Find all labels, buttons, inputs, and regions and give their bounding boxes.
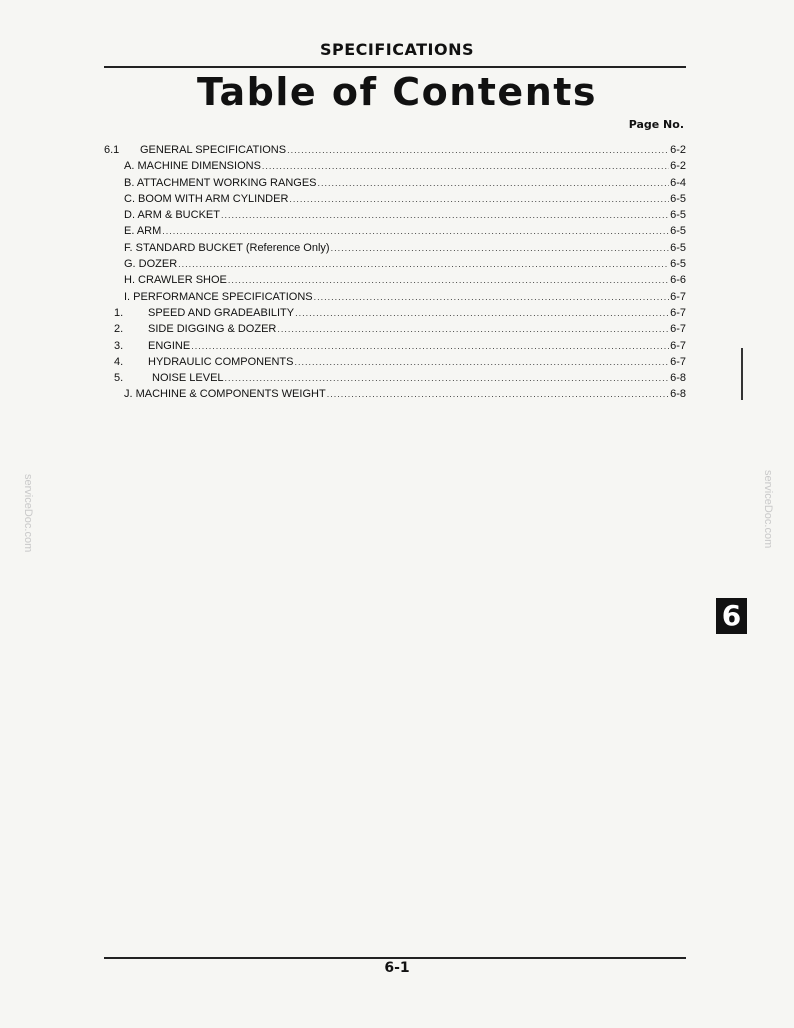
toc-entry[interactable]	[104, 240, 686, 256]
toc-entry[interactable]	[104, 370, 686, 386]
page-number: 6-1	[384, 960, 410, 976]
toc-entry-label: H. CRAWLER SHOE	[124, 274, 227, 287]
toc-entry-page: 6-7	[670, 290, 686, 303]
footer-rule	[104, 957, 686, 959]
page-title: Table of Contents	[196, 70, 598, 114]
toc-entry-number: 6.1	[104, 144, 120, 156]
toc-entry-page: 6-2	[670, 160, 686, 173]
page-no-heading: Page No.	[628, 118, 684, 131]
toc-entry-number: 3.	[114, 339, 124, 352]
toc-entry[interactable]	[104, 354, 686, 370]
dot-leader	[287, 142, 669, 158]
toc-entry-page: 6-8	[670, 372, 686, 385]
dot-leader	[228, 272, 669, 288]
dot-leader	[327, 386, 669, 402]
toc-entry-page: 6-5	[670, 241, 686, 254]
toc-entry-page: 6-7	[670, 323, 686, 336]
toc-entry-label: GENERAL SPECIFICATIONS	[140, 144, 287, 156]
toc-entry-number: 5.	[114, 372, 124, 385]
dot-leader	[221, 207, 669, 223]
toc-entry-page: 6-8	[670, 388, 686, 401]
watermark-left: serviceDoc.com	[22, 474, 34, 553]
toc-entry[interactable]	[104, 338, 686, 354]
toc-entry-page: 6-7	[670, 306, 686, 319]
dot-leader	[289, 191, 669, 207]
margin-mark	[741, 348, 743, 400]
toc-entry-label: HYDRAULIC COMPONENTS	[148, 355, 294, 368]
dot-leader	[331, 240, 670, 256]
dot-leader	[294, 354, 669, 370]
toc-list	[104, 142, 686, 403]
toc-entry-label: SPEED AND GRADEABILITY	[148, 306, 295, 319]
dot-leader	[314, 289, 669, 305]
toc-entry-label: SIDE DIGGING & DOZER	[148, 323, 277, 336]
dot-leader	[318, 175, 670, 191]
toc-entry-label: E. ARM	[124, 225, 162, 238]
toc-entry-label: NOISE LEVEL	[152, 372, 224, 385]
watermark-right: serviceDoc.com	[762, 470, 774, 549]
toc-entry-page: 6-5	[670, 258, 686, 271]
toc-entry-page: 6-2	[670, 144, 686, 156]
toc-entry[interactable]	[104, 158, 686, 174]
dot-leader	[191, 338, 669, 354]
toc-entry-label: ENGINE	[148, 339, 191, 352]
toc-entry-label: C. BOOM WITH ARM CYLINDER	[124, 192, 289, 205]
toc-entry[interactable]	[104, 191, 686, 207]
toc-entry-page: 6-5	[670, 209, 686, 222]
dot-leader	[295, 305, 669, 321]
chapter-tab[interactable]: 6	[716, 598, 747, 634]
dot-leader	[178, 256, 669, 272]
toc-entry-label: A. MACHINE DIMENSIONS	[124, 160, 261, 173]
toc-entry-number: 2.	[114, 323, 124, 336]
toc-entry-page: 6-7	[670, 339, 686, 352]
dot-leader	[162, 223, 669, 239]
dot-leader	[277, 321, 669, 337]
toc-entry-page: 6-5	[670, 192, 686, 205]
toc-entry[interactable]	[104, 272, 686, 288]
toc-entry-number: 4.	[114, 355, 124, 368]
toc-entry[interactable]	[104, 289, 686, 305]
toc-entry-label: I. PERFORMANCE SPECIFICATIONS	[124, 290, 313, 303]
dot-leader	[225, 370, 670, 386]
toc-entry-page: 6-6	[670, 274, 686, 287]
toc-entry-page: 6-4	[670, 176, 686, 189]
toc-entry-label: J. MACHINE & COMPONENTS WEIGHT	[124, 388, 326, 401]
dot-leader	[262, 158, 669, 174]
toc-entry[interactable]	[104, 321, 686, 337]
toc-entry-label: G. DOZER	[124, 258, 178, 271]
toc-entry-page: 6-7	[670, 355, 686, 368]
toc-entry[interactable]	[104, 305, 686, 321]
toc-entry[interactable]	[104, 207, 686, 223]
section-header: SPECIFICATIONS	[319, 40, 475, 59]
toc-entry-page: 6-5	[670, 225, 686, 238]
toc-entry-label: B. ATTACHMENT WORKING RANGES	[124, 176, 317, 189]
header-rule	[104, 66, 686, 68]
toc-entry[interactable]	[104, 223, 686, 239]
toc-entry[interactable]	[104, 142, 686, 158]
toc-entry[interactable]	[104, 256, 686, 272]
toc-entry-number: 1.	[114, 306, 124, 319]
toc-entry[interactable]	[104, 386, 686, 402]
toc-entry-label: F. STANDARD BUCKET (Reference Only)	[124, 241, 330, 254]
toc-entry[interactable]	[104, 175, 686, 191]
toc-entry-label: D. ARM & BUCKET	[124, 209, 220, 222]
